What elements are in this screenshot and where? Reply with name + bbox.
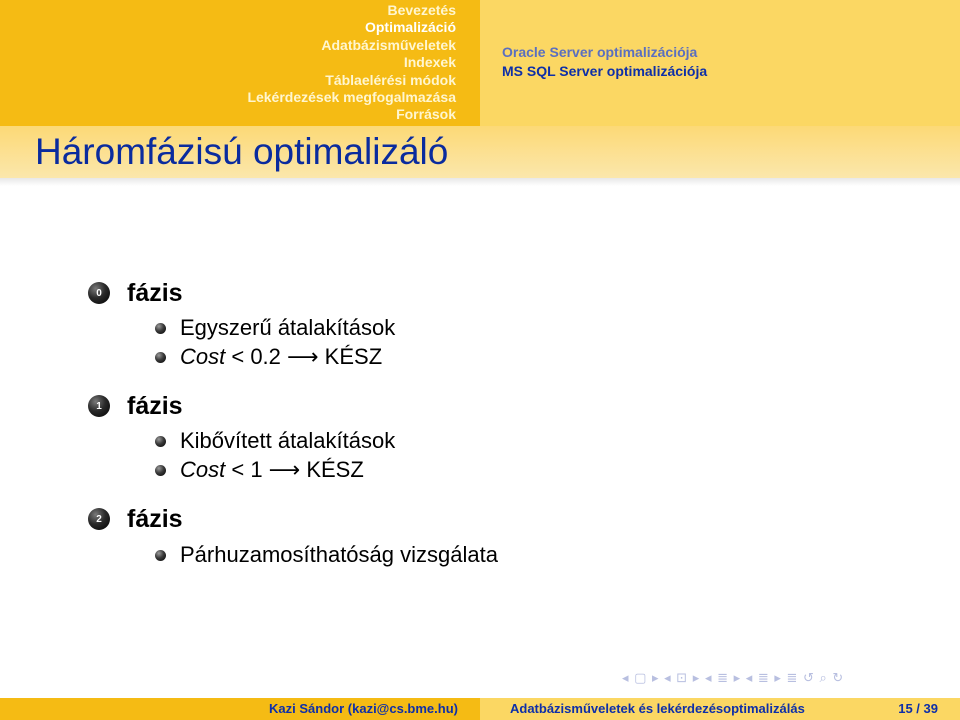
nav-section-forrasok[interactable]: Források: [396, 106, 456, 123]
cost-word: Cost: [180, 457, 226, 482]
title-shadow: [0, 178, 960, 186]
bullet-icon: [155, 436, 166, 447]
nav-section-adatbazismuveletek[interactable]: Adatbázisműveletek: [321, 36, 456, 53]
phase-item: Kibővített átalakítások: [180, 428, 396, 453]
phase-item: Egyszerű átalakítások: [180, 315, 396, 340]
cost-condition: < 1 ⟶ KÉSZ: [225, 457, 364, 482]
bullet-icon: [155, 352, 166, 363]
footer-title-bar: [480, 698, 960, 720]
phase-number-badge: 1: [88, 395, 110, 417]
phase-number-badge: 0: [88, 282, 110, 304]
nav-subsection-mssql[interactable]: MS SQL Server optimalizációja: [502, 63, 708, 79]
footer-author: Kazi Sándor (kazi@cs.bme.hu): [269, 701, 458, 716]
beamer-navigation-icons[interactable]: ◂ ▢ ▸ ◂ ⊡ ▸ ◂ ≣ ▸ ◂ ≣ ▸ ≣ ↺ ⌕ ↻: [622, 670, 845, 685]
subsection-navigation: [480, 0, 960, 126]
page-number: 15 / 39: [898, 701, 938, 716]
section-navigation: [0, 0, 480, 126]
nav-section-bevezetes[interactable]: Bevezetés: [387, 2, 456, 18]
cost-word: Cost: [180, 344, 226, 369]
footer-author-bar: [0, 698, 480, 720]
phase-heading: fázis: [127, 392, 183, 420]
bullet-icon: [155, 465, 166, 476]
frame-title-bar: [0, 126, 960, 178]
nav-section-tablaelerest[interactable]: Táblaelérési módok: [325, 71, 456, 88]
phase-item: Párhuzamosíthatóság vizsgálata: [180, 542, 498, 567]
header-bar: [0, 0, 960, 126]
bullet-icon: [155, 323, 166, 334]
slide-title: Háromfázisú optimalizáló: [35, 131, 449, 172]
nav-section-indexek[interactable]: Indexek: [403, 54, 456, 71]
phase-heading: fázis: [127, 279, 183, 307]
cost-condition: < 0.2 ⟶ KÉSZ: [225, 344, 383, 369]
footer-title: Adatbázisműveletek és lekérdezésoptimalizálás: [510, 701, 805, 716]
phase-number-badge: 2: [88, 508, 110, 530]
nav-section-lekerdezesek[interactable]: Lekérdezések megfogalmazása: [247, 89, 456, 106]
nav-section-optimalizacio[interactable]: Optimalizáció: [364, 19, 456, 36]
phase-item: [180, 457, 364, 483]
phase-heading: fázis: [127, 505, 183, 533]
bullet-icon: [155, 550, 166, 561]
phase-item: [180, 344, 382, 370]
nav-subsection-oracle[interactable]: Oracle Server optimalizációja: [502, 44, 698, 60]
